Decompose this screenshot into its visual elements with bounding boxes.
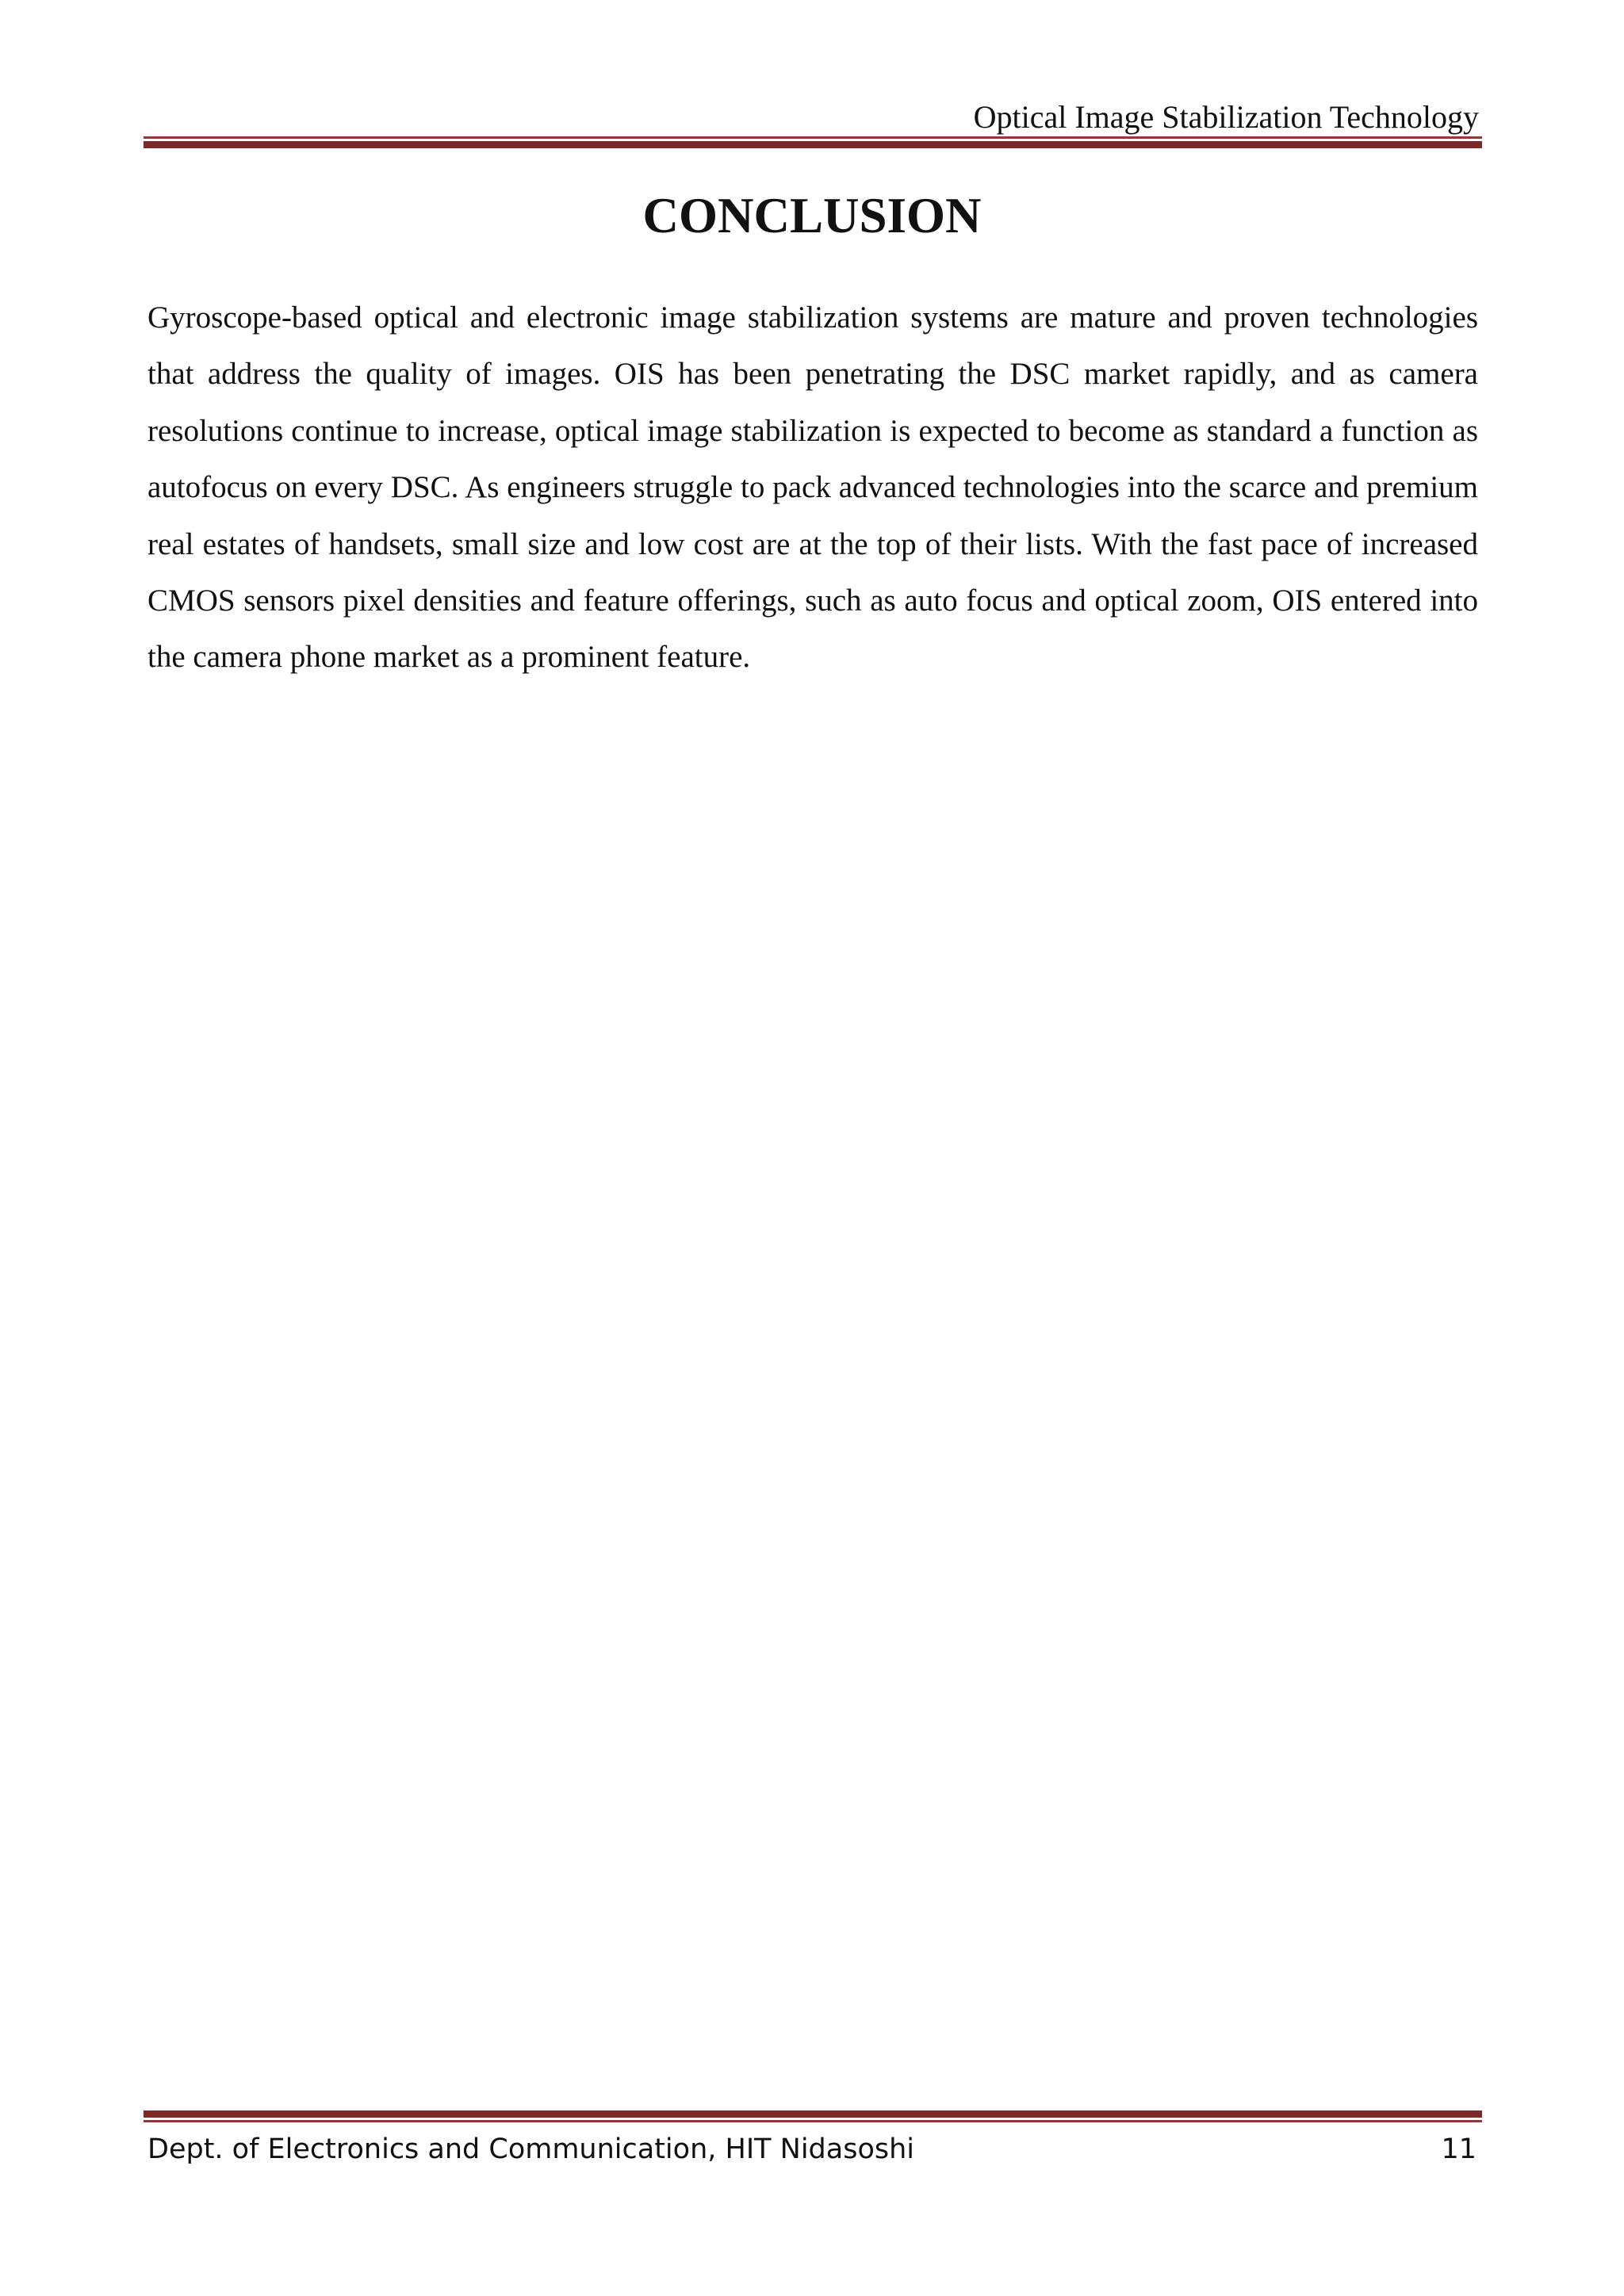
page-number: 11 xyxy=(1441,2133,1477,2165)
footer-rule xyxy=(144,2110,1482,2122)
page-title: CONCLUSION xyxy=(642,188,982,243)
running-header: Optical Image Stabilization Technology xyxy=(973,99,1479,135)
body-paragraph: Gyroscope-based optical and electronic image stabilization systems are mature and proven technologies that address the quality of images. OIS has been penetrating the DSC market rapidly, and as camera resolutions continue to increase, optical image stabilization is expected to become as standard a function as autofocus on every DSC. As engineers struggle to pack advanced technologies into the scarce and premium real estates of handsets, small size and low cost are at the top of their lists. With the fast pace of increased CMOS sensors pixel densities and feature offerings, such as auto focus and optical zoom, OIS entered into the camera phone market as a prominent feature. xyxy=(147,300,1478,675)
footer-department: Dept. of Electronics and Communication, HIT Nidasoshi xyxy=(147,2133,915,2165)
header-rule xyxy=(144,136,1482,148)
